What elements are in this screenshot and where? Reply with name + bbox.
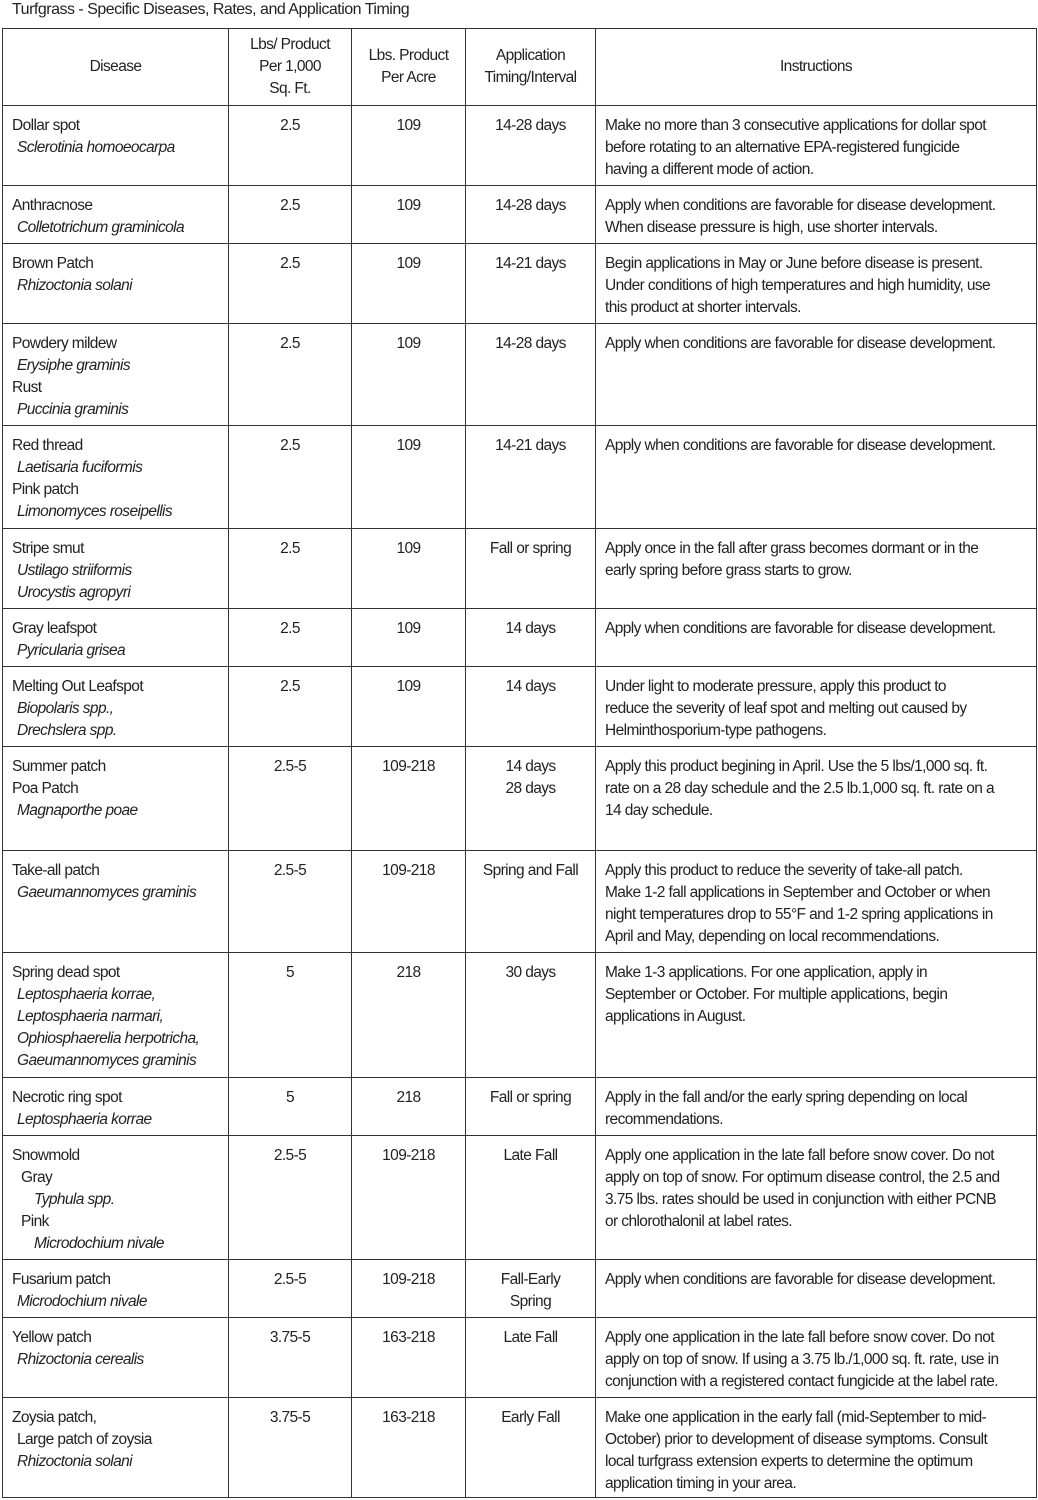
rate-per-1000-value: 5 (285, 964, 295, 981)
rate-per-acre-value: 163-218 (382, 1329, 435, 1346)
disease-name: Summer patch (12, 758, 106, 775)
rate-per-1000-cell (229, 1078, 352, 1136)
disease-name: Poa Patch (12, 780, 79, 797)
rate-per-acre-cell (352, 1078, 466, 1136)
header-line: Lbs/ Product (250, 36, 330, 53)
disease-subtype: Pink (21, 1213, 49, 1230)
instruction-line: Apply when conditions are favorable for disease development. (605, 197, 996, 214)
header-line: Lbs. Product (368, 47, 449, 64)
timing-value: 14-28 days (495, 335, 566, 352)
instruction-line: Make no more than 3 consecutive applications for dollar spot (605, 117, 987, 134)
pathogen-name: Erysiphe graminis (17, 357, 130, 374)
timing-cell (466, 426, 596, 529)
rate-per-acre-value: 109-218 (382, 862, 435, 879)
pathogen-name: Limonomyces roseipellis (17, 503, 173, 520)
rate-per-1000-cell (229, 609, 352, 667)
rate-per-1000-value: 2.5 (280, 117, 300, 134)
instruction-line: Apply when conditions are favorable for disease development. (605, 620, 996, 637)
instructions-cell (596, 324, 1037, 426)
rate-per-acre-cell (352, 667, 466, 747)
instruction-line: Under light to moderate pressure, apply this product to (605, 678, 946, 695)
pathogen-name: Colletotrichum graminicola (17, 219, 185, 236)
header-line: Per 1,000 (259, 58, 321, 75)
disease-cell (3, 529, 229, 609)
rate-per-acre-cell (352, 953, 466, 1078)
disease-cell (3, 609, 229, 667)
disease-cell (3, 426, 229, 529)
disease-cell (3, 186, 229, 244)
table-row (3, 426, 1037, 529)
rate-per-1000-value: 2.5 (280, 620, 300, 637)
pathogen-name: Drechslera spp. (17, 722, 117, 739)
rate-per-acre-cell (352, 106, 466, 186)
instruction-line: Begin applications in May or June before disease is present. (605, 255, 983, 272)
timing-value: 14 days (505, 758, 556, 775)
table-row (3, 609, 1037, 667)
table-row (3, 1136, 1037, 1260)
timing-cell (466, 747, 596, 851)
instructions-cell (596, 244, 1037, 324)
disease-name: Yellow patch (12, 1329, 92, 1346)
timing-value: Late Fall (503, 1147, 558, 1164)
timing-cell (466, 1318, 596, 1398)
instructions-cell (596, 1136, 1037, 1260)
timing-cell (466, 851, 596, 953)
rate-per-acre-cell (352, 1136, 466, 1260)
disease-name: Take-all patch (12, 862, 100, 879)
disease-cell (3, 851, 229, 953)
timing-cell (466, 609, 596, 667)
rate-per-acre-value: 109-218 (382, 1147, 435, 1164)
instructions-cell (596, 1318, 1037, 1398)
disease-cell (3, 106, 229, 186)
pathogen-name: Ustilago striiformis (17, 562, 132, 579)
disease-subtype: Gray (21, 1169, 53, 1186)
timing-value: Fall or spring (489, 1089, 572, 1106)
disease-table (2, 28, 1037, 1498)
pathogen-name: Laetisaria fuciformis (17, 459, 143, 476)
pathogen-name: Typhula spp. (34, 1191, 115, 1208)
instruction-line: conjunction with a registered contact fungicide at the label rate. (605, 1373, 998, 1390)
rate-per-1000-value: 3.75-5 (269, 1329, 311, 1346)
rate-per-acre-value: 109 (396, 437, 421, 454)
timing-value: 14-21 days (495, 255, 566, 272)
instruction-line: Make 1-3 applications. For one application, apply in (605, 964, 928, 981)
table-row (3, 667, 1037, 747)
rate-per-1000-cell (229, 667, 352, 747)
rate-per-acre-value: 218 (396, 964, 421, 981)
rate-per-1000-cell (229, 953, 352, 1078)
instruction-line: When disease pressure is high, use shorter intervals. (605, 219, 938, 236)
rate-per-1000-value: 2.5 (280, 335, 300, 352)
timing-value: Fall or spring (489, 540, 572, 557)
table-row (3, 1318, 1037, 1398)
instruction-line: having a different mode of action. (605, 161, 814, 178)
disease-name: Spring dead spot (12, 964, 120, 981)
header-line: Disease (89, 58, 142, 75)
table-row (3, 529, 1037, 609)
timing-cell (466, 106, 596, 186)
pathogen-name: Biopolaris spp., (17, 700, 114, 717)
rate-per-1000-value: 2.5-5 (273, 862, 307, 879)
rate-per-acre-value: 109 (396, 197, 421, 214)
header-instructions (596, 29, 1037, 106)
pathogen-name: Puccinia graminis (17, 401, 129, 418)
instruction-line: reduce the severity of leaf spot and melting out caused by (605, 700, 967, 717)
pathogen-name: Rhizoctonia solani (17, 1453, 132, 1470)
timing-cell (466, 953, 596, 1078)
pathogen-name: Urocystis agropyri (17, 584, 131, 601)
timing-value: Spring (509, 1293, 552, 1310)
table-row (3, 1398, 1037, 1498)
instruction-line: this product at shorter intervals. (605, 299, 801, 316)
timing-cell (466, 324, 596, 426)
disease-name: Melting Out Leafspot (12, 678, 144, 695)
timing-value: 14-28 days (495, 197, 566, 214)
disease-name: Anthracnose (12, 197, 93, 214)
disease-name: Red thread (12, 437, 83, 454)
instruction-line: apply on top of snow. For optimum disease control, the 2.5 and (605, 1169, 1000, 1186)
disease-cell (3, 244, 229, 324)
timing-cell (466, 1398, 596, 1498)
instruction-line: Apply when conditions are favorable for disease development. (605, 1271, 996, 1288)
disease-cell (3, 1136, 229, 1260)
header-lbs-per-acre (352, 29, 466, 106)
rate-per-acre-cell (352, 244, 466, 324)
rate-per-acre-value: 109 (396, 335, 421, 352)
instruction-line: night temperatures drop to 55°F and 1-2 spring applications in (605, 906, 993, 923)
instruction-line: Helminthosporium-type pathogens. (605, 722, 827, 739)
table-title: Turfgrass - Specific Diseases, Rates, and Application Timing (12, 1, 410, 18)
instructions-cell (596, 851, 1037, 953)
pathogen-name: Leptosphaeria narmari, (17, 1008, 164, 1025)
instructions-cell (596, 747, 1037, 851)
table-row (3, 186, 1037, 244)
rate-per-acre-value: 218 (396, 1089, 421, 1106)
rate-per-acre-value: 109 (396, 540, 421, 557)
instruction-line: Make one application in the early fall (mid-September to mid- (605, 1409, 987, 1426)
rate-per-1000-value: 2.5-5 (273, 1271, 307, 1288)
rate-per-1000-cell (229, 1260, 352, 1318)
instruction-line: Make 1-2 fall applications in September and October or when (605, 884, 991, 901)
pathogen-name: Gaeumannomyces graminis (17, 884, 197, 901)
rate-per-1000-cell (229, 426, 352, 529)
rate-per-acre-value: 163-218 (382, 1409, 435, 1426)
instruction-line: Apply this product to reduce the severity of take-all patch. (605, 862, 963, 879)
rate-per-acre-value: 109 (396, 117, 421, 134)
timing-cell (466, 1136, 596, 1260)
rate-per-1000-cell (229, 244, 352, 324)
header-row (3, 29, 1037, 106)
rate-per-1000-value: 2.5-5 (273, 758, 307, 775)
disease-cell (3, 747, 229, 851)
instruction-line: Apply when conditions are favorable for disease development. (605, 335, 996, 352)
rate-per-acre-cell (352, 529, 466, 609)
rate-per-1000-value: 2.5-5 (273, 1147, 307, 1164)
rate-per-acre-cell (352, 747, 466, 851)
instruction-line: before rotating to an alternative EPA-registered fungicide (605, 139, 960, 156)
rate-per-acre-cell (352, 1260, 466, 1318)
rate-per-1000-value: 5 (285, 1089, 295, 1106)
rate-per-1000-value: 2.5 (280, 540, 300, 557)
rate-per-1000-cell (229, 851, 352, 953)
instruction-line: applications in August. (605, 1008, 746, 1025)
rate-per-1000-value: 2.5 (280, 678, 300, 695)
instructions-cell (596, 609, 1037, 667)
instructions-cell (596, 953, 1037, 1078)
rate-per-acre-cell (352, 851, 466, 953)
instruction-line: or chlorothalonil at label rates. (605, 1213, 792, 1230)
pathogen-name: Magnaporthe poae (17, 802, 138, 819)
disease-name: Dollar spot (12, 117, 80, 134)
timing-value: 14 days (505, 620, 556, 637)
timing-cell (466, 244, 596, 324)
pathogen-name: Rhizoctonia solani (17, 277, 132, 294)
disease-name: Fusarium patch (12, 1271, 111, 1288)
timing-value: 30 days (505, 964, 556, 981)
instruction-line: local turfgrass extension experts to determine the optimum (605, 1453, 973, 1470)
timing-value: Fall-Early (500, 1271, 561, 1288)
instruction-line: Apply one application in the late fall before snow cover. Do not (605, 1147, 994, 1164)
instruction-line: April and May, depending on local recommendations. (605, 928, 940, 945)
rate-per-acre-cell (352, 609, 466, 667)
instruction-line: apply on top of snow. If using a 3.75 lb./1,000 sq. ft. rate, use in (605, 1351, 999, 1368)
pathogen-name: Leptosphaeria korrae (17, 1111, 152, 1128)
table-row (3, 1078, 1037, 1136)
timing-value: 28 days (505, 780, 556, 797)
rate-per-acre-cell (352, 1398, 466, 1498)
table-row (3, 106, 1037, 186)
instructions-cell (596, 1078, 1037, 1136)
rate-per-1000-cell (229, 1318, 352, 1398)
instruction-line: Apply this product begining in April. Use the 5 lbs/1,000 sq. ft. (605, 758, 988, 775)
header-line: Application (495, 47, 566, 64)
timing-value: 14-28 days (495, 117, 566, 134)
disease-name: Zoysia patch, (12, 1409, 97, 1426)
instruction-line: recommendations. (605, 1111, 723, 1128)
table-row (3, 851, 1037, 953)
instruction-line: Apply when conditions are favorable for disease development. (605, 437, 996, 454)
disease-cell (3, 324, 229, 426)
instructions-cell (596, 1398, 1037, 1498)
table-row (3, 1260, 1037, 1318)
disease-cell (3, 1318, 229, 1398)
instruction-line: early spring before grass starts to grow. (605, 562, 852, 579)
table-row (3, 324, 1037, 426)
timing-cell (466, 186, 596, 244)
instruction-line: 14 day schedule. (605, 802, 713, 819)
header-line: Instructions (779, 58, 853, 75)
rate-per-1000-cell (229, 106, 352, 186)
pathogen-name: Large patch of zoysia (17, 1431, 152, 1448)
rate-per-1000-cell (229, 1398, 352, 1498)
rate-per-1000-cell (229, 186, 352, 244)
disease-cell (3, 667, 229, 747)
pathogen-name: Gaeumannomyces graminis (17, 1052, 197, 1069)
rate-per-acre-cell (352, 324, 466, 426)
timing-cell (466, 529, 596, 609)
pathogen-name: Ophiosphaerelia herpotricha, (17, 1030, 200, 1047)
rate-per-1000-value: 2.5 (280, 255, 300, 272)
instruction-line: Apply in the fall and/or the early spring depending on local (605, 1089, 968, 1106)
header-line: Timing/Interval (484, 69, 577, 86)
disease-cell (3, 1398, 229, 1498)
instruction-line: Apply once in the fall after grass becomes dormant or in the (605, 540, 979, 557)
rate-per-acre-cell (352, 186, 466, 244)
rate-per-acre-value: 109 (396, 678, 421, 695)
table-row (3, 747, 1037, 851)
instructions-cell (596, 667, 1037, 747)
rate-per-1000-value: 2.5 (280, 437, 300, 454)
instructions-cell (596, 186, 1037, 244)
timing-cell (466, 667, 596, 747)
table-row (3, 953, 1037, 1078)
timing-value: Early Fall (501, 1409, 560, 1426)
timing-cell (466, 1078, 596, 1136)
rate-per-1000-cell (229, 529, 352, 609)
pathogen-name: Microdochium nivale (34, 1235, 164, 1252)
disease-cell (3, 1260, 229, 1318)
disease-name: Rust (12, 379, 42, 396)
header-timing (466, 29, 596, 106)
rate-per-acre-value: 109 (396, 255, 421, 272)
timing-cell (466, 1260, 596, 1318)
instructions-cell (596, 106, 1037, 186)
rate-per-1000-value: 2.5 (280, 197, 300, 214)
disease-name: Snowmold (12, 1147, 80, 1164)
disease-name: Powdery mildew (12, 335, 117, 352)
disease-name: Necrotic ring spot (12, 1089, 122, 1106)
timing-value: 14 days (505, 678, 556, 695)
header-lbs-per-1000 (229, 29, 352, 106)
pathogen-name: Leptosphaeria korrae, (17, 986, 156, 1003)
rate-per-1000-cell (229, 747, 352, 851)
rate-per-1000-cell (229, 324, 352, 426)
disease-cell (3, 953, 229, 1078)
rate-per-acre-cell (352, 1318, 466, 1398)
instructions-cell (596, 426, 1037, 529)
pathogen-name: Sclerotinia homoeocarpa (17, 139, 175, 156)
instructions-cell (596, 529, 1037, 609)
rate-per-acre-cell (352, 426, 466, 529)
rate-per-acre-value: 109 (396, 620, 421, 637)
instructions-cell (596, 1260, 1037, 1318)
table-row (3, 244, 1037, 324)
instruction-line: 3.75 lbs. rates should be used in conjunction with either PCNB (605, 1191, 997, 1208)
timing-value: Spring and Fall (482, 862, 579, 879)
rate-per-acre-value: 109-218 (382, 1271, 435, 1288)
instruction-line: rate on a 28 day schedule and the 2.5 lb.1,000 sq. ft. rate on a (605, 780, 995, 797)
pathogen-name: Microdochium nivale (17, 1293, 147, 1310)
timing-value: Late Fall (503, 1329, 558, 1346)
timing-value: 14-21 days (495, 437, 566, 454)
rate-per-1000-value: 3.75-5 (269, 1409, 311, 1426)
instruction-line: September or October. For multiple applications, begin (605, 986, 948, 1003)
disease-name: Pink patch (12, 481, 79, 498)
instruction-line: October) prior to development of disease symptoms. Consult (605, 1431, 988, 1448)
header-line: Per Acre (381, 69, 436, 86)
disease-name: Brown Patch (12, 255, 94, 272)
pathogen-name: Rhizoctonia cerealis (17, 1351, 144, 1368)
disease-name: Gray leafspot (12, 620, 97, 637)
rate-per-1000-cell (229, 1136, 352, 1260)
header-disease (3, 29, 229, 106)
disease-name: Stripe smut (12, 540, 84, 557)
header-line: Sq. Ft. (269, 80, 311, 97)
instruction-line: Apply one application in the late fall before snow cover. Do not (605, 1329, 994, 1346)
instruction-line: Under conditions of high temperatures and high humidity, use (605, 277, 991, 294)
instruction-line: application timing in your area. (605, 1475, 797, 1492)
disease-cell (3, 1078, 229, 1136)
pathogen-name: Pyricularia grisea (17, 642, 126, 659)
rate-per-acre-value: 109-218 (382, 758, 435, 775)
